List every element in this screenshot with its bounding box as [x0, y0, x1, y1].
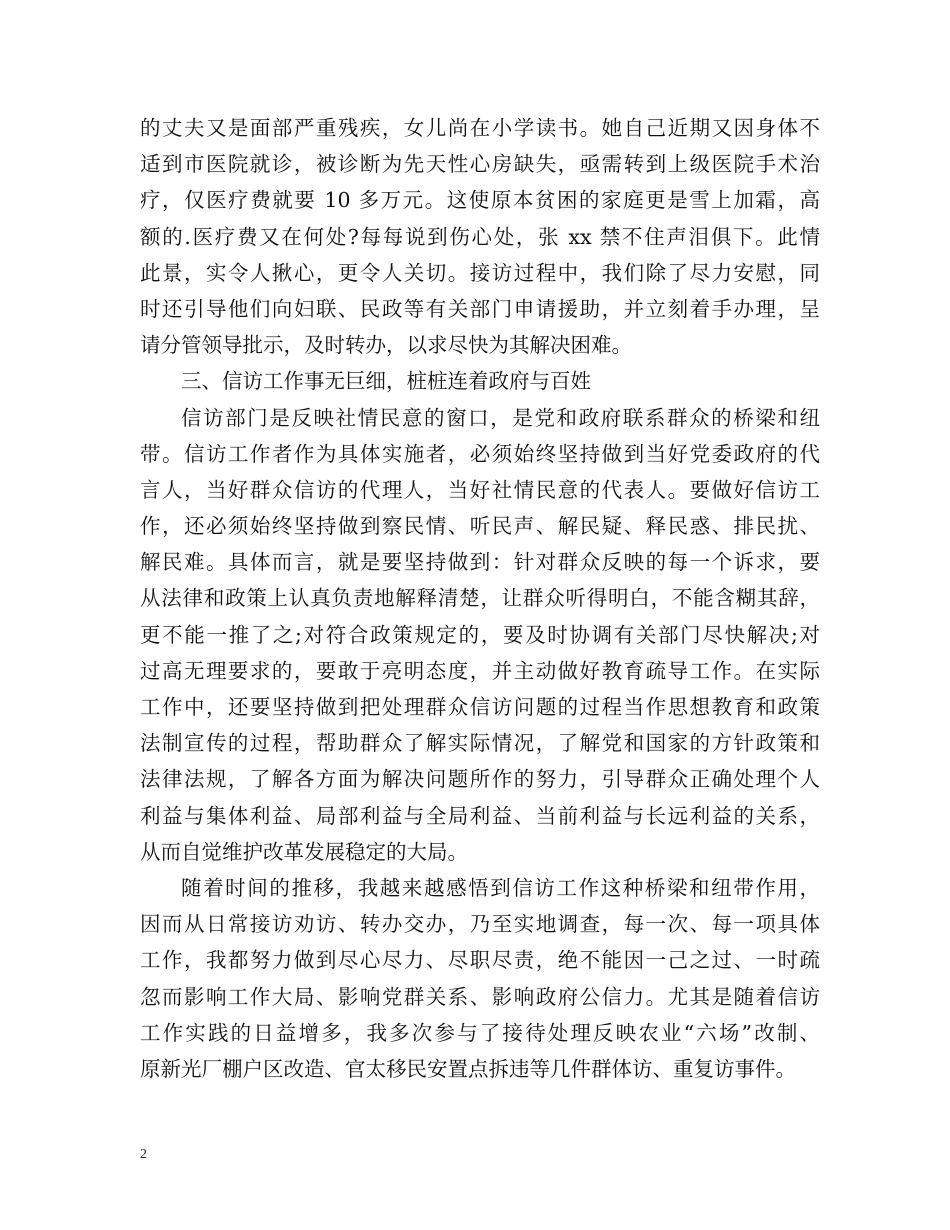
text-line: 时还引导他们向妇联、民政等有关部门申请援助，并立刻着手办理，呈 [140, 296, 820, 321]
text-line: 从而自觉维护改革发展稳定的大局。 [140, 839, 468, 864]
text-line: 此景，实令人揪心，更令人关切。接访过程中，我们除了尽力安慰，同 [140, 260, 820, 285]
text-line: 疗，仅医疗费就要 10 多万元。这使原本贫困的家庭更是雪上加霜，高 [140, 188, 820, 213]
text-line: 解民难。具体而言，就是要坚持做到：针对群众反映的每一个诉求，要 [140, 550, 820, 575]
text-line: 利益与集体利益、局部利益与全局利益、当前利益与长远利益的关系， [140, 803, 820, 828]
text-line: 从法律和政策上认真负责地解释清楚，让群众听得明白，不能含糊其辞， [140, 586, 820, 611]
text-line: 过高无理要求的，要敢于亮明态度，并主动做好教育疏导工作。在实际 [140, 658, 820, 683]
page-number: 2 [140, 1147, 147, 1162]
text-line: 原新光厂棚户区改造、官太移民安置点拆违等几件群体访、重复访事件。 [140, 1056, 796, 1081]
text-line: 更不能一推了之;对符合政策规定的，要及时协调有关部门尽快解决;对 [140, 622, 820, 647]
text-line: 法制宣传的过程，帮助群众了解实际情况，了解党和国家的方针政策和 [140, 731, 820, 756]
text-line: 随着时间的推移，我越来越感悟到信访工作这种桥梁和纽带作用， [181, 875, 820, 900]
text-line: 带。信访工作者作为具体实施者，必须始终坚持做到当好党委政府的代 [140, 441, 820, 466]
text-line: 言人，当好群众信访的代理人，当好社情民意的代表人。要做好信访工 [140, 477, 820, 502]
section-heading: 三、信访工作事无巨细，桩桩连着政府与百姓 [181, 369, 591, 394]
text-line: 作，还必须始终坚持做到察民情、听民声、解民疑、释民惑、排民扰、 [140, 514, 820, 539]
text-line: 的丈夫又是面部严重残疾，女儿尚在小学读书。她自己近期又因身体不 [140, 116, 820, 140]
text-line: 法律法规，了解各方面为解决问题所作的努力，引导群众正确处理个人 [140, 767, 820, 792]
text-line: 工作实践的日益增多，我多次参与了接待处理反映农业“六场”改制、 [140, 1020, 820, 1045]
text-line: 工作，我都努力做到尽心尽力、尽职尽责，绝不能因一己之过、一时疏 [140, 948, 820, 973]
text-line: 工作中，还要坚持做到把处理群众信访问题的过程当作思想教育和政策 [140, 695, 820, 719]
text-line: 额的.医疗费又在何处?每每说到伤心处，张 xx 禁不住声泪俱下。此情 [140, 224, 820, 249]
text-line: 适到市医院就诊，被诊断为先天性心房缺失，亟需转到上级医院手术治 [140, 152, 820, 177]
body-text [140, 110, 820, 1087]
text-line: 忽而影响工作大局、影响党群关系、影响政府公信力。尤其是随着信访 [140, 984, 820, 1009]
text-line: 信访部门是反映社情民意的窗口，是党和政府联系群众的桥梁和纽 [181, 405, 820, 430]
text-line: 因而从日常接访劝访、转办交办，乃至实地调查，每一次、每一项具体 [140, 912, 820, 937]
text-line: 请分管领导批示，及时转办，以求尽快为其解决困难。 [140, 333, 632, 358]
